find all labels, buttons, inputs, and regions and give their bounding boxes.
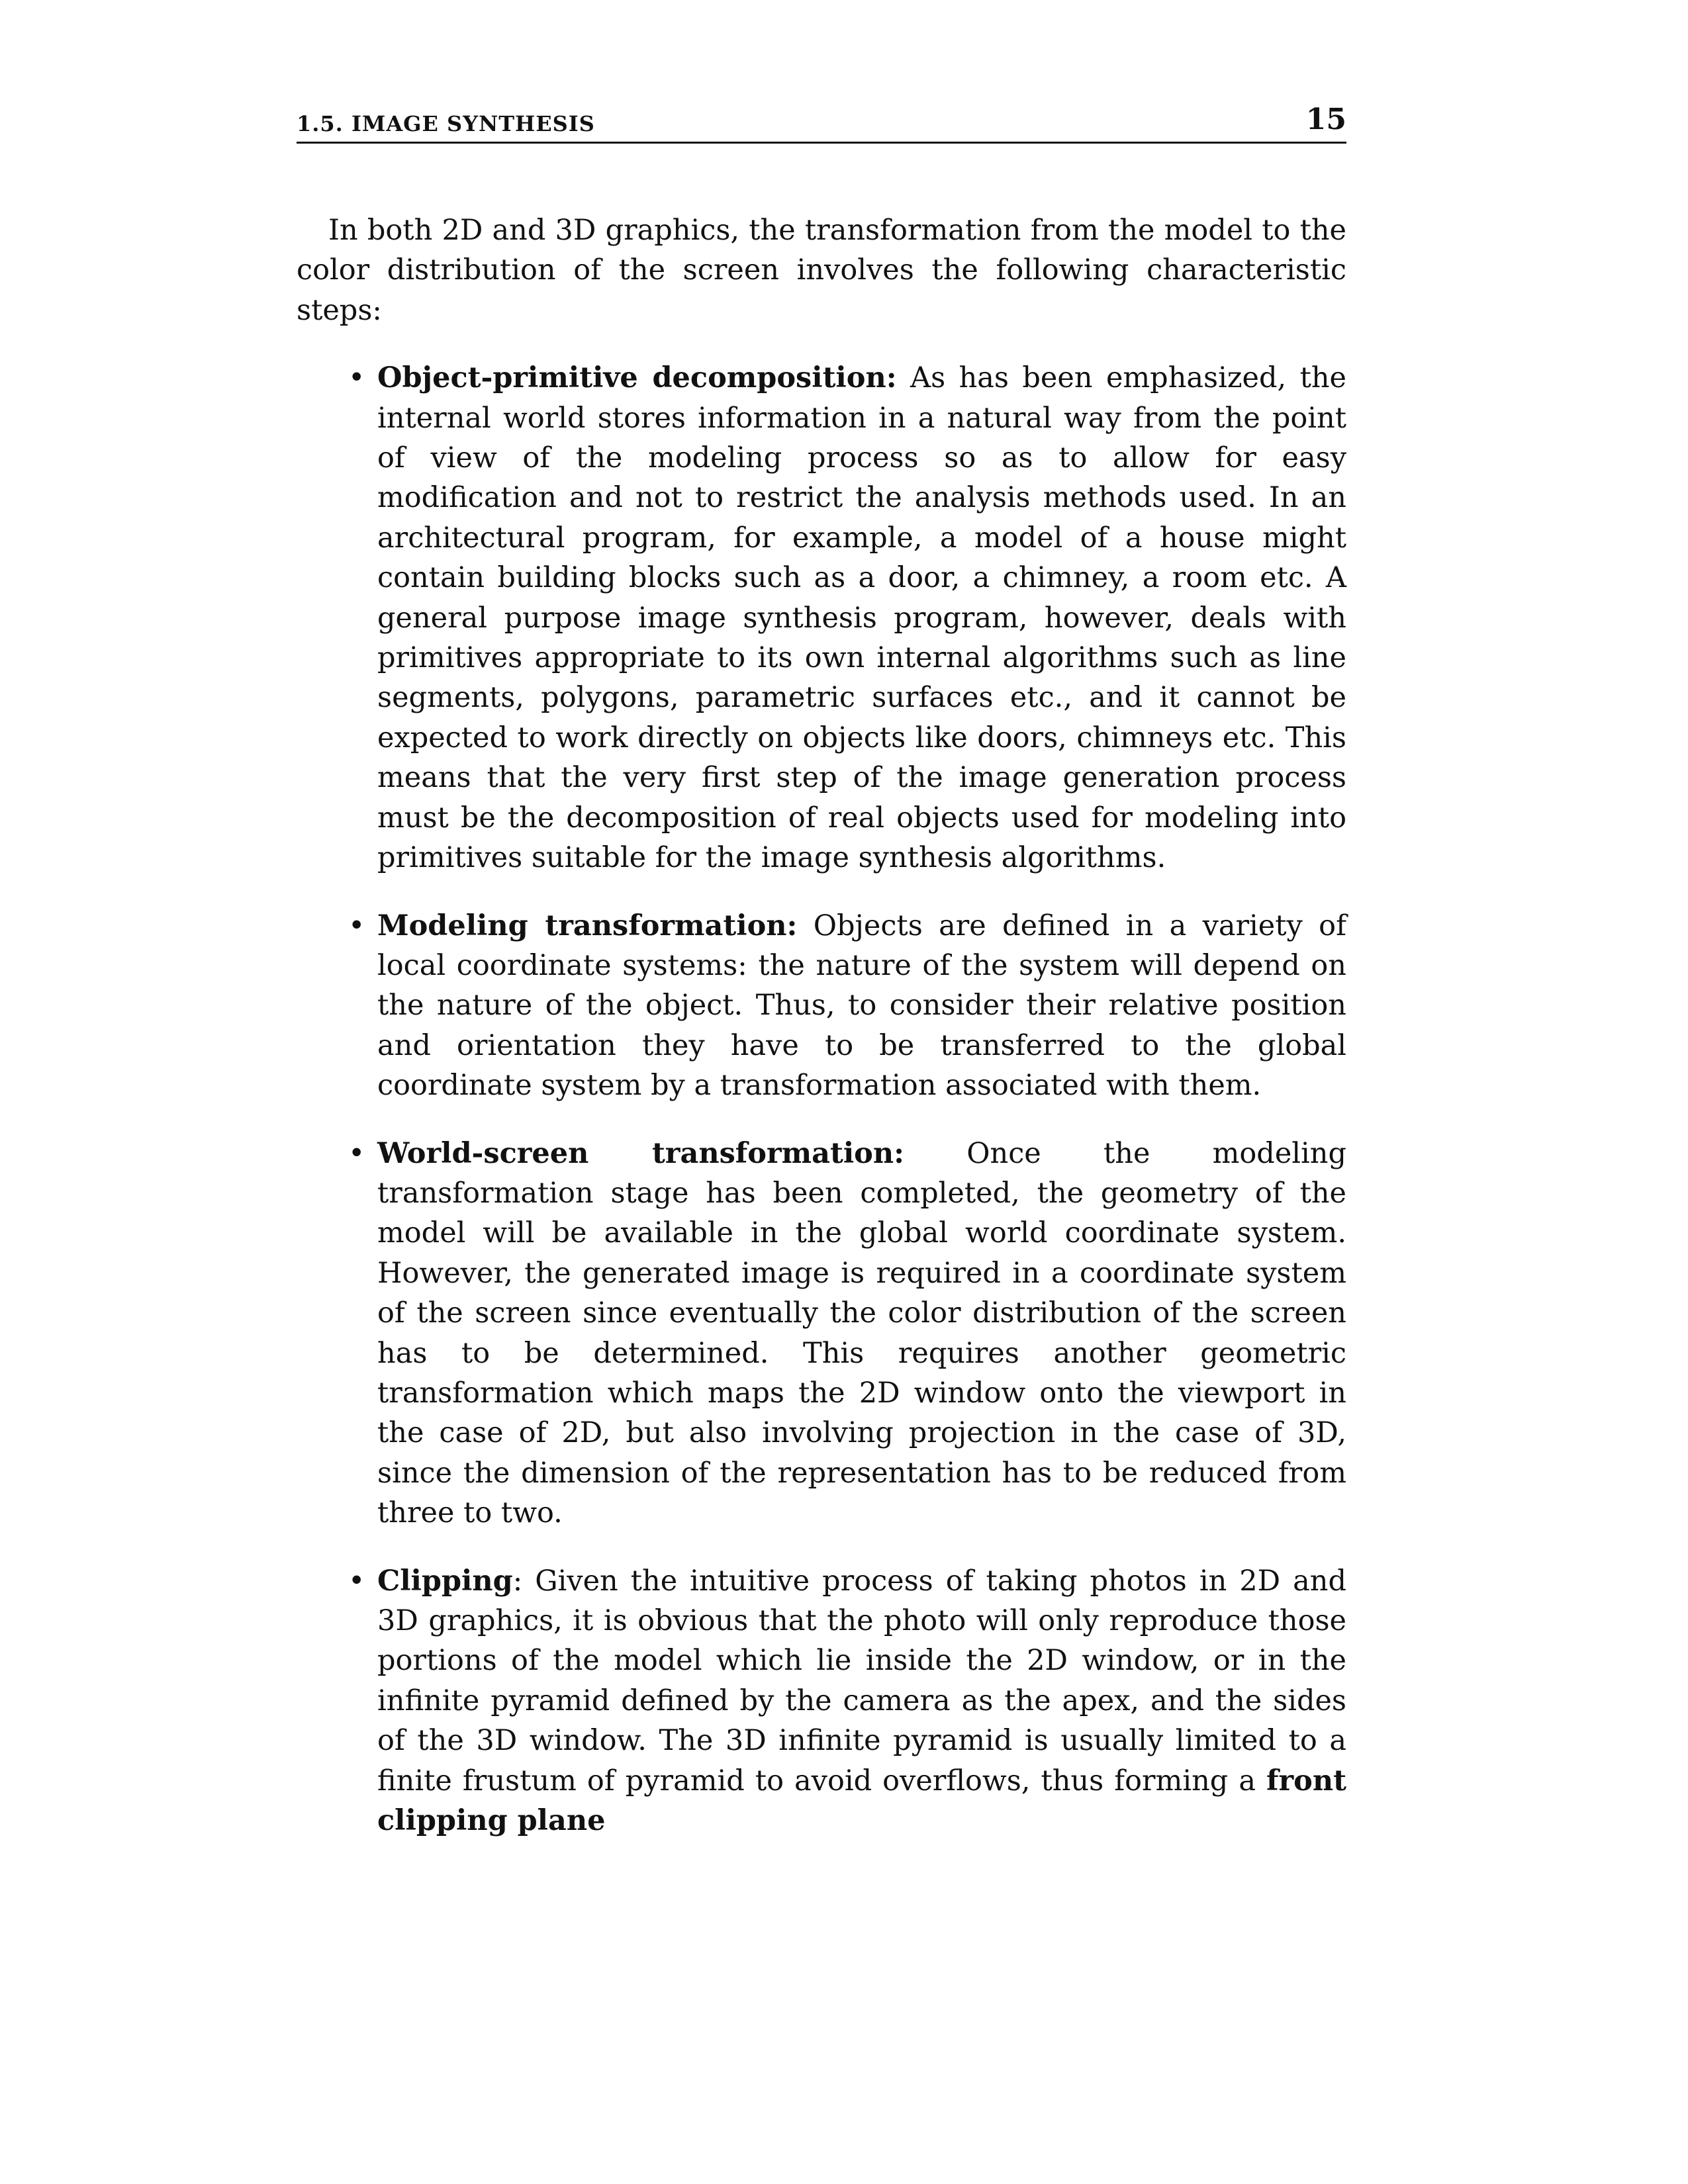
bullet-icon: • (348, 361, 365, 395)
steps-list (297, 358, 1346, 1841)
list-item-object-primitive-decomposition (348, 358, 1346, 878)
intro-paragraph: In both 2D and 3D graphics, the transformation from the model to the color distribution of the screen involves the following characteristic steps: (297, 214, 1346, 327)
list-item-world-screen-transformation (348, 1134, 1346, 1533)
step-term: Clipping (377, 1564, 513, 1598)
bullet-icon: • (348, 909, 365, 942)
step-text: Objects are defined in a variety of local coordinate systems: the nature of the system will depend on the nature of the object. Thus, to consider their relative position and orientation they have to be transferred to the global coordinate system by a transformation associated with them. (377, 909, 1346, 1103)
section-title: 1.5. IMAGE SYNTHESIS (297, 111, 595, 136)
body-text (297, 210, 1346, 1868)
step-term: Object-primitive decomposition: (377, 361, 897, 395)
bullet-icon: • (348, 1564, 365, 1598)
step-text: As has been emphasized, the internal world stores information in a natural way from the point of view of the modeling process so as to allow for easy modification and not to restrict the analysis methods used. In an architectural program, for example, a model of a house might contain building blocks such as a door, a chimney, a room etc. A general purpose image synthesis program, however, deals with primitives appropriate to its own internal algorithms such as line segments, polygons, parametric surfaces etc., and it cannot be expected to work directly on objects like doors, chimneys etc. This means that the very first step of the image generation process must be the decomposition of real objects used for modeling into primitives suitable for the image synthesis algorithms. (377, 361, 1346, 875)
step-text: : Given the intuitive process of taking photos in 2D and 3D graphics, it is obvious that the photo will only reproduce those portions of the model which lie inside the 2D window, or in the infinite pyramid defined by the camera as the apex, and the sides of the 3D window. The 3D infinite pyramid is usually limited to a finite frustum of pyramid to avoid overflows, thus forming a (377, 1564, 1346, 1797)
list-item-clipping (348, 1561, 1346, 1841)
step-term: World-screen transformation: (377, 1136, 904, 1170)
bullet-icon: • (348, 1136, 365, 1170)
list-item-modeling-transformation (348, 906, 1346, 1106)
page-number: 15 (1305, 103, 1346, 136)
front-clipping-plane-term: front clipping plane (377, 1764, 1346, 1838)
step-term: Modeling transformation: (377, 909, 798, 942)
running-head (297, 99, 1346, 144)
step-text: Once the modeling transformation stage has been completed, the geometry of the model will be available in the global world coordinate system. However, the generated image is required in a coordinate system of the screen since eventually the color distribution of the screen has to be determined. This requires another geometric transformation which maps the 2D window onto the viewport in the case of 2D, but also involving projection in the case of 3D, since the dimension of the representation has to be reduced from three to two. (377, 1136, 1346, 1530)
